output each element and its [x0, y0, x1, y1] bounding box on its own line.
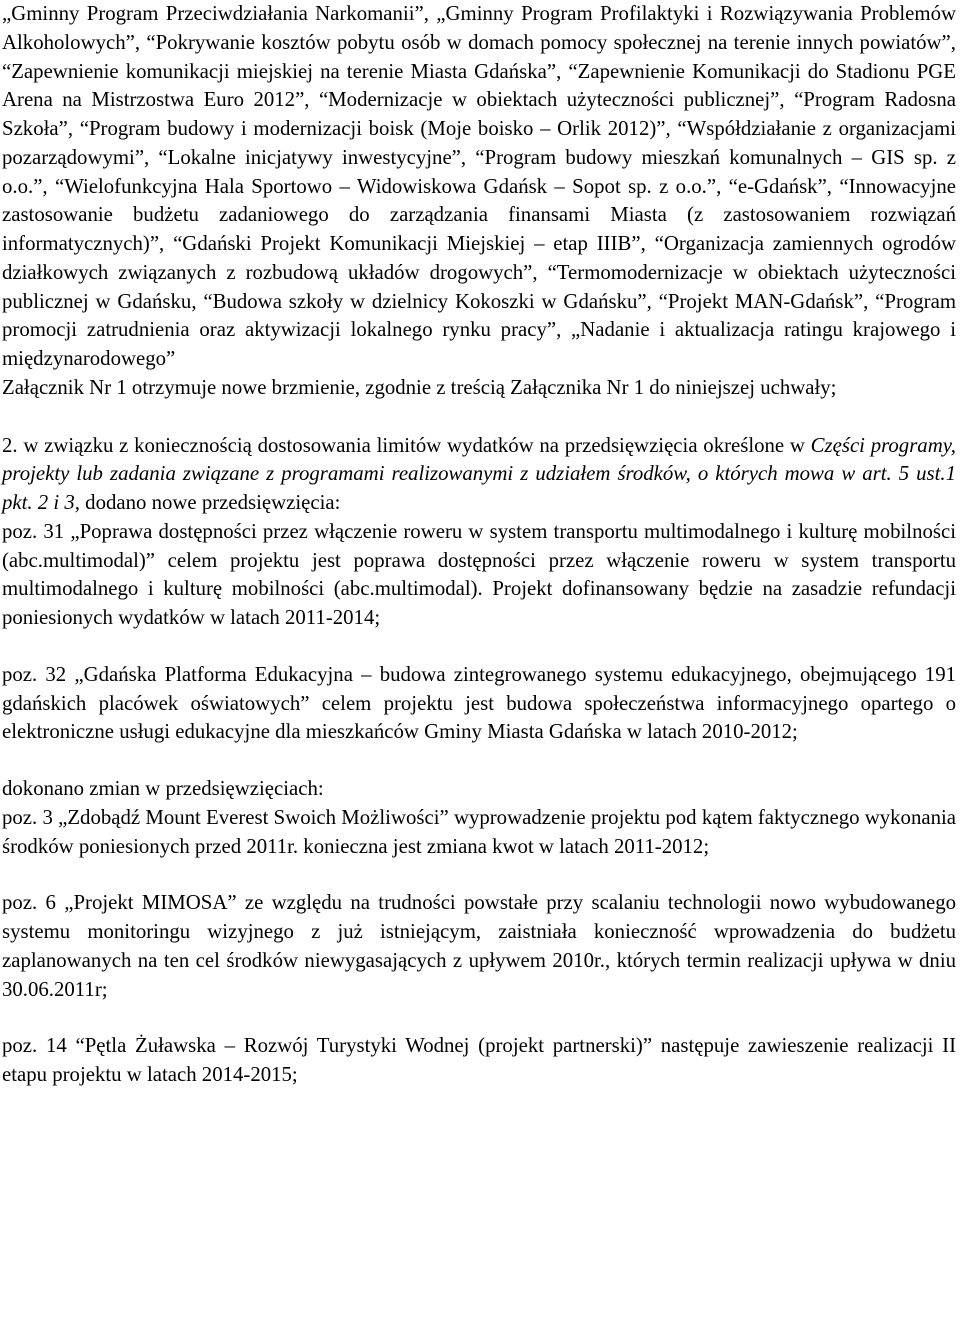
- spacer: [2, 861, 956, 889]
- point-2-lead: 2. w związku z koniecznością dostosowania limitów wydatków na przedsięwzięcia określone w: [2, 433, 805, 457]
- poz-14-paragraph: poz. 14 “Pętla Żuławska – Rozwój Turystyki Wodnej (projekt partnerski)” następuje zawieszenie realizacji II etapu projektu w latach 2014-2015;: [2, 1034, 956, 1086]
- poz-6-paragraph: poz. 6 „Projekt MIMOSA” ze względu na trudności powstałe przy scalaniu technologii nowo wybudowanego systemu monitoringu wizyjnego z już istniejącym, zaistniała konieczność wprowadzenia do budżetu zaplanowanych na ten cel środków niewygasających z upływem 2010r., których termin realizacji upływa w dniu 30.06.2011r;: [2, 891, 956, 1001]
- changes-heading: dokonano zmian w przedsięwzięciach:: [2, 777, 324, 800]
- poz-31-paragraph: poz. 31 „Poprawa dostępności przez włączenie roweru w system transportu multimodalnego i kulturę mobilności (abc.multimodal)” celem projektu jest poprawa dostępności przez włączenie roweru w system transportu multimodalnego i kulturę mobilności (abc.multimodal). Projekt dofinansowany będzie na zasadzie refundacji poniesionych wydatków w latach 2011-2014;: [2, 519, 956, 629]
- intro-paragraph: „Gminny Program Przeciwdziałania Narkomanii”, „Gminny Program Profilaktyki i Rozwiązywania Problemów Alkoholowych”, “Pokrywanie kosztów pobytu osób w domach pomocy społecznej na terenie innych powiatów”, “Zapewnienie komunikacji miejskiej na terenie Miasta Gdańska”, “Zapewnienie Komunikacji do Stadionu PGE Arena na Mistrzostwa Euro 2012”, “Modernizacje w obiektach użyteczności publicznej”, “Program Radosna Szkoła”, “Program budowy i modernizacji boisk (Moje boisko – Orlik 2012)”, “Współdziałanie z organizacjami pozarządowymi”, “Lokalne inicjatywy inwestycyjne”, “Program budowy mieszkań komunalnych – GIS sp. z o.o.”, “Wielofunkcyjna Hala Sportowo – Widowiskowa Gdańsk – Sopot sp. z o.o.”, “e-Gdańsk”, “Innowacyjne zastosowanie budżetu zadaniowego do zarządzania finansami Miasta (z zastosowaniem rozwiązań informatycznych)”, “Gdański Projekt Komunikacji Miejskiej – etap IIIB”, “Organizacja zamiennych ogrodów działkowych związanych z rozbudową układów drogowych”, “Termomodernizacje w obiektach użyteczności publicznej w Gdańsku, “Budowa szkoły w dzielnicy Kokoszki w Gdańsku”, “Projekt MAN-Gdańsk”, “Program promocji zatrudnienia oraz aktywizacji lokalnego rynku pracy”, „Nadanie i aktualizacja ratingu krajowego i międzynarodowego”: [2, 2, 956, 370]
- spacer: [2, 633, 956, 661]
- point-2-tail: dodano nowe przedsięwzięcia:: [79, 491, 341, 514]
- annex-sentence: Załącznik Nr 1 otrzymuje nowe brzmienie, zgodnie z treścią Załącznika Nr 1 do niniejszej uchwały;: [2, 375, 837, 399]
- spacer: [2, 403, 956, 432]
- poz-3-paragraph: poz. 3 „Zdobądź Mount Everest Swoich Możliwości” wyprowadzenie projektu pod kątem faktycznego wykonania środków poniesionych przed 2011r. konieczna jest zmiana kwot w latach 2011-2012;: [2, 805, 956, 858]
- spacer: [2, 1004, 956, 1032]
- poz-32-paragraph: poz. 32 „Gdańska Platforma Edukacyjna – budowa zintegrowanego systemu edukacyjnego, obejmującego 191 gdańskich placówek oświatowych” celem projektu jest budowa społeczeństwa informacyjnego opartego o elektroniczne usługi edukacyjne dla mieszkańców Gminy Miasta Gdańska w latach 2010-2012;: [2, 662, 956, 744]
- spacer: [2, 747, 956, 775]
- point-2-paragraph: [2, 432, 956, 518]
- point-2-italic-reference: Części programy, projekty lub zadania związane z programami realizowanymi z udziałem środków, o których mowa w art. 5 ust.1 pkt. 2 i 3,: [2, 433, 957, 514]
